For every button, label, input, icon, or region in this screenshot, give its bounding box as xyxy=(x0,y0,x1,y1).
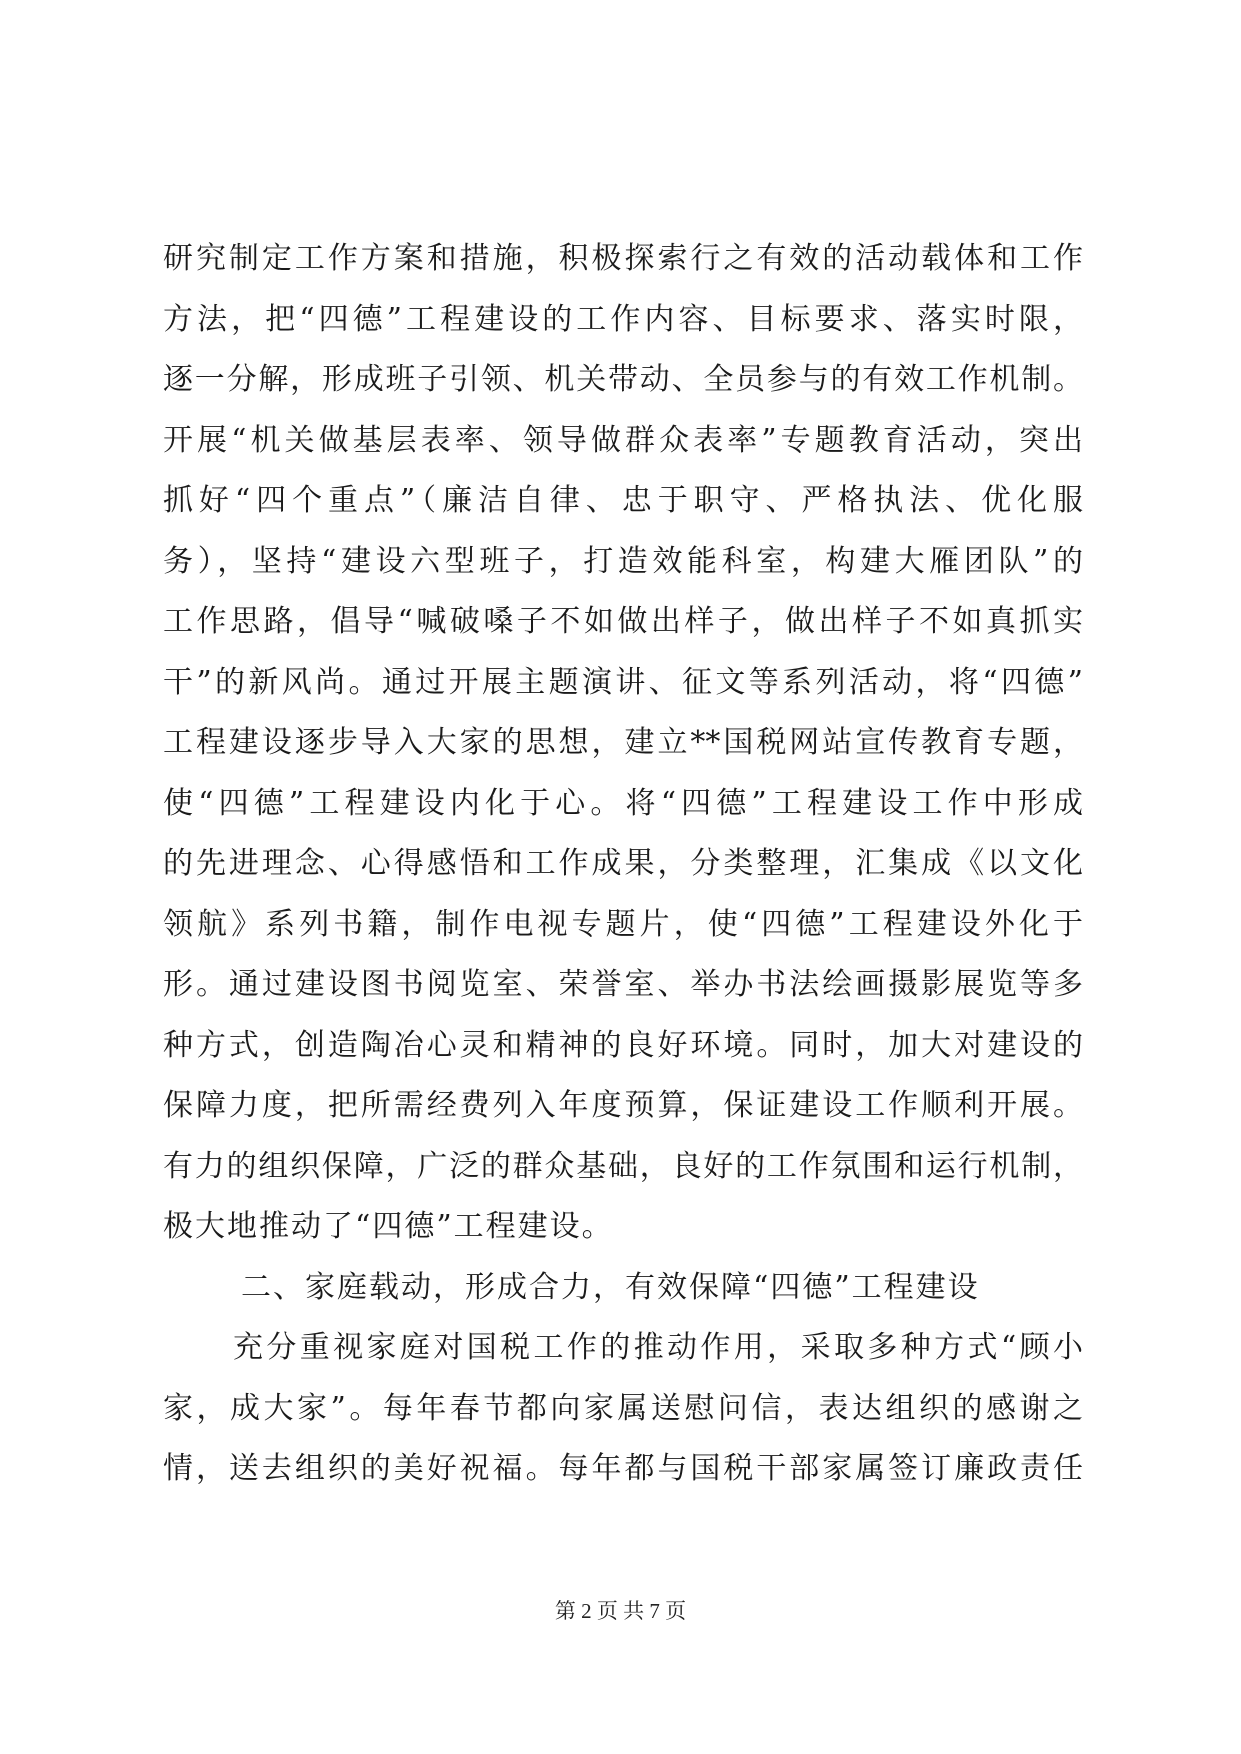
text-line: 种方式，创造陶冶心灵和精神的良好环境。同时，加大对建设的 xyxy=(163,1027,1083,1063)
text-line: 极大地推动了“四德”工程建设。 xyxy=(163,1209,614,1244)
text-line: 务），坚持“建设六型班子，打造效能科室，构建大雁团队”的 xyxy=(163,543,1083,579)
text-line: 逐一分解，形成班子引领、机关带动、全员参与的有效工作机制。 xyxy=(163,362,1083,397)
page-number-footer: 第 2 页 共 7 页 xyxy=(554,1599,687,1623)
section-heading: 二、家庭载动，形成合力，有效保障“四德”工程建设 xyxy=(241,1269,980,1305)
text-line: 抓好“四个重点”（廉洁自律、忠于职守、严格执法、优化服 xyxy=(163,483,1083,518)
text-line: 家，成大家”。每年春节都向家属送慰问信，表达组织的感谢之 xyxy=(163,1390,1083,1426)
text-line: 有力的组织保障，广泛的群众基础，良好的工作氛围和运行机制， xyxy=(163,1148,1083,1184)
text-line: 形。通过建设图书阅览室、荣誉室、举办书法绘画摄影展览等多 xyxy=(163,967,1083,1002)
text-line: 充分重视家庭对国税工作的推动作用，采取多种方式“顾小 xyxy=(233,1330,1083,1365)
text-line: 领航》系列书籍，制作电视专题片，使“四德”工程建设外化于 xyxy=(163,906,1083,942)
text-line: 工作思路，倡导“喊破嗓子不如做出样子，做出样子不如真抓实 xyxy=(163,604,1083,639)
text-line: 使“四德”工程建设内化于心。将“四德”工程建设工作中形成 xyxy=(163,785,1083,821)
text-line: 研究制定工作方案和措施，积极探索行之有效的活动载体和工作 xyxy=(163,241,1083,276)
text-line: 保障力度，把所需经费列入年度预算，保证建设工作顺利开展。 xyxy=(163,1088,1083,1123)
text-line: 的先进理念、心得感悟和工作成果，分类整理，汇集成《以文化 xyxy=(163,846,1083,881)
text-line: 情，送去组织的美好祝福。每年都与国税干部家属签订廉政责任 xyxy=(163,1451,1083,1486)
text-line: 方法，把“四德”工程建设的工作内容、目标要求、落实时限， xyxy=(163,301,1083,337)
text-line: 干”的新风尚。通过开展主题演讲、征文等系列活动，将“四德” xyxy=(163,664,1083,700)
text-line: 开展“机关做基层表率、领导做群众表率”专题教育活动，突出 xyxy=(163,422,1083,458)
body-text xyxy=(163,229,1083,1500)
text-line: 工程建设逐步导入大家的思想，建立**国税网站宣传教育专题， xyxy=(163,725,1083,760)
